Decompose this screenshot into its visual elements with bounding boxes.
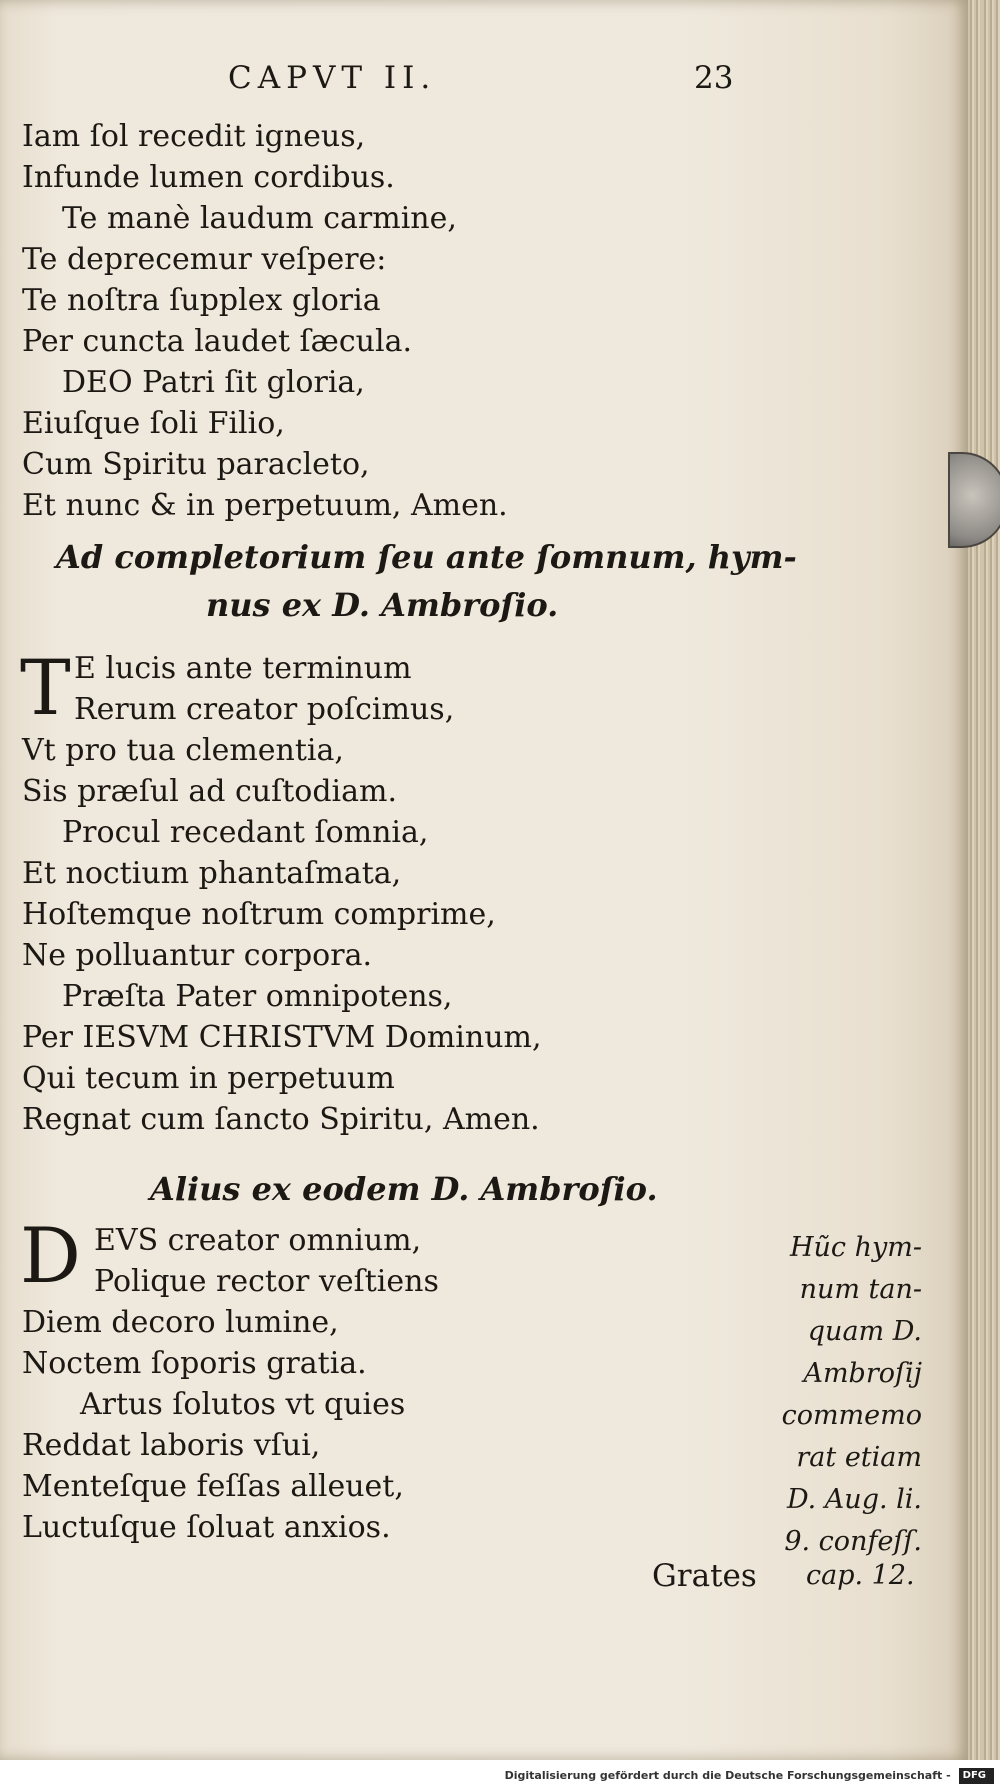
marginal-note [764,1227,922,1563]
verse-line: Per cuncta laudet ſæcula. [22,324,412,359]
verse-line: Ne polluantur corpora. [22,938,373,973]
digitization-footer [0,1760,1000,1791]
verse-line: Sis præſul ad cuſtodiam. [22,774,398,809]
margin-note-line: quam D. [807,1316,922,1347]
verse-line: Luctuſque ſoluat anxios. [22,1510,391,1545]
verse-line: Procul recedant ſomnia, [62,815,429,850]
verse-line: Polique rector veſtiens [94,1264,439,1299]
verse-line: Infunde lumen cordibus. [22,160,395,195]
margin-note-line: Ambroſij [803,1358,922,1389]
section-heading-alius: Alius ex eodem D. Ambroſio. [150,1170,658,1208]
section-heading-completorium-line1: Ad completorium ſeu ante ſomnum, hym- [56,538,797,576]
drop-cap-d: D [20,1211,81,1300]
verse-line: E lucis ante terminum [74,651,412,686]
verse-line: Hoſtemque noſtrum comprime, [22,897,496,932]
verse-line: Vt pro tua clementia, [22,733,344,768]
verse-line: Noctem ſoporis gratia. [22,1346,367,1381]
margin-note-line: D. Aug. li. [786,1484,922,1515]
verse-line: Rerum creator poſcimus, [74,692,455,727]
verse-line: Eiuſque ſoli Filio, [22,406,285,441]
dfg-logo-icon: DFG [959,1768,994,1784]
page-number: 23 [694,60,734,96]
footer-credit-text: Digitalisierung gefördert durch die Deutsche Forschungsgemeinschaft - [504,1769,951,1782]
verse-line: Et noctium phantaſmata, [22,856,402,891]
section-heading-completorium-line2: nus ex D. Ambroſio. [206,586,559,624]
margin-note-line: commemo [781,1400,922,1431]
margin-note-line: num tan- [799,1274,922,1305]
verse-line: EVS creator omnium, [94,1223,422,1258]
verse-line: Te noſtra ſupplex gloria [22,283,381,318]
verse-line: Per IESVM CHRISTVM Dominum, [22,1020,542,1055]
verse-line: Regnat cum ſancto Spiritu, Amen. [22,1102,540,1137]
verse-line: Menteſque feſſas alleuet, [22,1469,404,1504]
page-header: CAPVT II. [228,60,437,96]
drop-cap-t: T [20,643,71,732]
margin-note-line: rat etiam [796,1442,922,1473]
verse-line: Iam ſol recedit igneus, [22,119,366,154]
book-clasp [948,452,1000,548]
verse-line: Artus ſolutos vt quies [80,1387,406,1422]
margin-note-line: cap. 12. [806,1560,915,1591]
catchword: Grates [652,1558,757,1594]
margin-note-line: 9. confeſſ. [784,1526,922,1557]
verse-line: Cum Spiritu paracleto, [22,447,370,482]
verse-line: Reddat laboris vſui, [22,1428,321,1463]
verse-line: Et nunc & in perpetuum, Amen. [22,488,508,523]
page-edge [982,0,1000,1760]
verse-line: Diem decoro lumine, [22,1305,339,1340]
verse-line: Qui tecum in perpetuum [22,1061,395,1096]
verse-line: Te deprecemur veſpere: [22,242,387,277]
page-edge [968,0,982,1760]
verse-line: DEO Patri ſit gloria, [62,365,365,400]
verse-line: Præſta Pater omnipotens, [62,979,453,1014]
hymn-block-2 [20,643,542,1140]
margin-note-line: Hũc hym- [789,1232,922,1263]
verse-line: Te manè laudum carmine, [62,201,457,236]
hymn-block-3 [20,1211,439,1548]
hymn-block-1 [22,116,508,526]
